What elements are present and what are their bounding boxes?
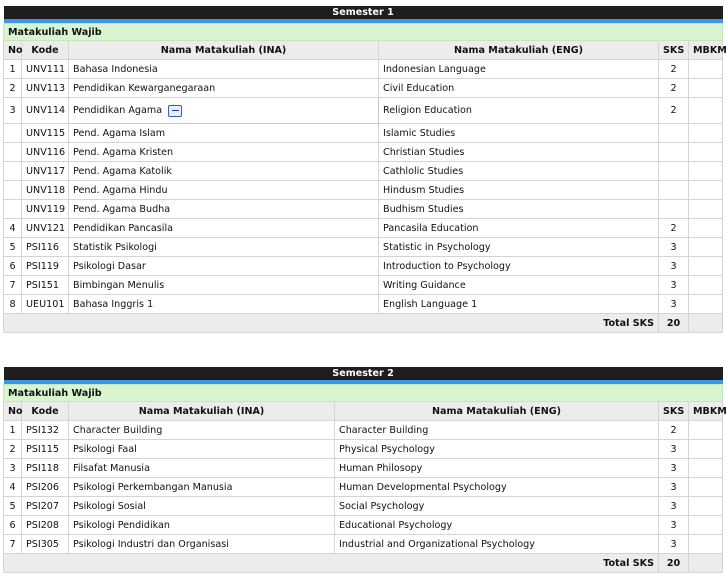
cell-kode: PSI116	[22, 238, 69, 257]
cell-no: 2	[4, 440, 22, 459]
table-subrow	[4, 181, 723, 200]
cell-no: 6	[4, 257, 22, 276]
cell-ina: Psikologi Industri dan Organisasi	[69, 535, 335, 554]
cell-ina: Psikologi Dasar	[69, 257, 379, 276]
table-row	[4, 478, 723, 497]
semester-2-table	[3, 367, 727, 573]
semester-2-rows	[4, 421, 723, 554]
header-sks: SKS	[659, 402, 689, 421]
table-row	[4, 516, 723, 535]
cell-mbkm	[689, 181, 723, 200]
table-row	[4, 459, 723, 478]
cell-kode: UNV118	[22, 181, 69, 200]
cell-eng: Character Building	[335, 421, 659, 440]
cell-mbkm	[689, 497, 723, 516]
cell-eng: Introduction to Psychology	[379, 257, 659, 276]
cell-mbkm	[689, 79, 723, 98]
cell-kode: UNV121	[22, 219, 69, 238]
semester-1-rows	[4, 60, 723, 314]
table-row	[4, 238, 723, 257]
cell-mbkm	[689, 421, 723, 440]
table-row	[4, 497, 723, 516]
cell-sks: 3	[659, 440, 689, 459]
cell-ina: Pend. Agama Katolik	[69, 162, 379, 181]
table-row	[4, 276, 723, 295]
cell-ina: Filsafat Manusia	[69, 459, 335, 478]
cell-no: 5	[4, 238, 22, 257]
cell-no: 6	[4, 516, 22, 535]
cell-eng: English Language 1	[379, 295, 659, 314]
table-row	[4, 219, 723, 238]
cell-ina: Pendidikan Kewarganegaraan	[69, 79, 379, 98]
cell-sks: 3	[659, 238, 689, 257]
cell-eng: Civil Education	[379, 79, 659, 98]
cell-no: 5	[4, 497, 22, 516]
cell-ina: Pend. Agama Budha	[69, 200, 379, 219]
cell-eng: Industrial and Organizational Psychology	[335, 535, 659, 554]
cell-kode: UNV119	[22, 200, 69, 219]
cell-ina: Pendidikan Pancasila	[69, 219, 379, 238]
cell-sks: 3	[659, 276, 689, 295]
cell-mbkm	[689, 124, 723, 143]
header-ina: Nama Matakuliah (INA)	[69, 402, 335, 421]
cell-mbkm	[689, 238, 723, 257]
cell-ina: Pend. Agama Kristen	[69, 143, 379, 162]
cell-ina: Bahasa Inggris 1	[69, 295, 379, 314]
cell-eng: Indonesian Language	[379, 60, 659, 79]
table-subrow	[4, 143, 723, 162]
cell-sks: 3	[659, 257, 689, 276]
cell-kode: UNV117	[22, 162, 69, 181]
total-mbkm-cell	[689, 314, 723, 333]
cell-eng: Human Philosopy	[335, 459, 659, 478]
cell-eng: Christian Studies	[379, 143, 659, 162]
cell-ina: Psikologi Pendidikan	[69, 516, 335, 535]
cell-no	[4, 162, 22, 181]
cell-eng: Human Developmental Psychology	[335, 478, 659, 497]
cell-kode: UNV113	[22, 79, 69, 98]
table-subrow	[4, 200, 723, 219]
cell-eng: Statistic in Psychology	[379, 238, 659, 257]
header-mbkm: MBKM	[689, 402, 723, 421]
cell-sks: 3	[659, 295, 689, 314]
cell-sks	[659, 181, 689, 200]
cell-kode: UEU101	[22, 295, 69, 314]
cell-no	[4, 181, 22, 200]
cell-sks: 2	[659, 79, 689, 98]
category-label: Matakuliah Wajib	[4, 24, 723, 41]
total-mbkm-cell	[689, 554, 723, 573]
semester-title: Semester 2	[4, 367, 723, 380]
cell-kode: PSI207	[22, 497, 69, 516]
cell-kode: PSI115	[22, 440, 69, 459]
cell-kode: PSI118	[22, 459, 69, 478]
cell-kode: UNV114	[22, 98, 69, 124]
header-eng: Nama Matakuliah (ENG)	[379, 41, 659, 60]
cell-sks: 2	[659, 98, 689, 124]
cell-mbkm	[689, 60, 723, 79]
header-kode: Kode	[22, 402, 69, 421]
cell-mbkm	[689, 257, 723, 276]
semester-2-section	[3, 367, 727, 573]
cell-no: 1	[4, 60, 22, 79]
total-sks-label: Total SKS	[4, 314, 659, 333]
cell-mbkm	[689, 440, 723, 459]
cell-sks: 2	[659, 421, 689, 440]
cell-no: 3	[4, 459, 22, 478]
cell-mbkm	[689, 162, 723, 181]
total-row	[4, 554, 723, 573]
cell-sks	[659, 143, 689, 162]
cell-sks	[659, 200, 689, 219]
total-sks-value: 20	[659, 314, 689, 333]
cell-sks: 2	[659, 219, 689, 238]
cell-mbkm	[689, 516, 723, 535]
cell-sks: 2	[659, 60, 689, 79]
cell-mbkm	[689, 459, 723, 478]
cell-eng: Writing Guidance	[379, 276, 659, 295]
category-label: Matakuliah Wajib	[4, 385, 723, 402]
table-header-row	[4, 41, 723, 60]
cell-sks	[659, 162, 689, 181]
header-mbkm: MBKM	[689, 41, 723, 60]
cell-ina: Psikologi Perkembangan Manusia	[69, 478, 335, 497]
cell-no: 3	[4, 98, 22, 124]
cell-kode: UNV116	[22, 143, 69, 162]
cell-no: 8	[4, 295, 22, 314]
header-kode: Kode	[22, 41, 69, 60]
cell-kode: PSI119	[22, 257, 69, 276]
table-row	[4, 79, 723, 98]
cell-kode: PSI305	[22, 535, 69, 554]
cell-kode: UNV115	[22, 124, 69, 143]
table-row	[4, 440, 723, 459]
table-row-expandable	[4, 98, 723, 124]
table-subrow	[4, 124, 723, 143]
header-no: No	[4, 41, 22, 60]
cell-ina: Psikologi Faal	[69, 440, 335, 459]
cell-eng: Islamic Studies	[379, 124, 659, 143]
cell-eng: Physical Psychology	[335, 440, 659, 459]
cell-no: 4	[4, 219, 22, 238]
cell-sks: 3	[659, 535, 689, 554]
cell-sks: 3	[659, 497, 689, 516]
cell-sks: 3	[659, 478, 689, 497]
cell-no: 4	[4, 478, 22, 497]
cell-ina	[69, 98, 379, 124]
cell-ina: Psikologi Sosial	[69, 497, 335, 516]
cell-kode: PSI206	[22, 478, 69, 497]
semester-title: Semester 1	[4, 6, 723, 19]
semester-1-table	[3, 6, 727, 333]
total-sks-label: Total SKS	[4, 554, 659, 573]
cell-ina: Pend. Agama Hindu	[69, 181, 379, 200]
table-row	[4, 60, 723, 79]
table-row	[4, 295, 723, 314]
collapse-minus-icon[interactable]	[168, 105, 182, 117]
cell-kode: PSI151	[22, 276, 69, 295]
table-row	[4, 535, 723, 554]
cell-mbkm	[689, 295, 723, 314]
cell-ina: Pend. Agama Islam	[69, 124, 379, 143]
header-ina: Nama Matakuliah (INA)	[69, 41, 379, 60]
cell-eng: Hindusm Studies	[379, 181, 659, 200]
semester-1-section	[3, 6, 727, 333]
cell-mbkm	[689, 535, 723, 554]
cell-kode: PSI132	[22, 421, 69, 440]
cell-ina-text: Pendidikan Agama	[73, 105, 163, 116]
cell-mbkm	[689, 276, 723, 295]
cell-eng: Religion Education	[379, 98, 659, 124]
cell-no	[4, 143, 22, 162]
cell-eng: Educational Psychology	[335, 516, 659, 535]
cell-mbkm	[689, 200, 723, 219]
cell-eng: Pancasila Education	[379, 219, 659, 238]
cell-no: 7	[4, 535, 22, 554]
cell-mbkm	[689, 143, 723, 162]
cell-eng: Budhism Studies	[379, 200, 659, 219]
cell-no	[4, 200, 22, 219]
header-no: No	[4, 402, 22, 421]
cell-kode: PSI208	[22, 516, 69, 535]
table-row	[4, 421, 723, 440]
cell-no: 7	[4, 276, 22, 295]
cell-ina: Statistik Psikologi	[69, 238, 379, 257]
cell-eng: Social Psychology	[335, 497, 659, 516]
cell-no: 1	[4, 421, 22, 440]
total-row	[4, 314, 723, 333]
table-subrow	[4, 162, 723, 181]
cell-sks	[659, 124, 689, 143]
cell-mbkm	[689, 219, 723, 238]
cell-kode: UNV111	[22, 60, 69, 79]
cell-mbkm	[689, 98, 723, 124]
cell-ina: Bimbingan Menulis	[69, 276, 379, 295]
total-sks-value: 20	[659, 554, 689, 573]
cell-no: 2	[4, 79, 22, 98]
cell-mbkm	[689, 478, 723, 497]
cell-ina: Character Building	[69, 421, 335, 440]
cell-eng: Cathlolic Studies	[379, 162, 659, 181]
table-row	[4, 257, 723, 276]
table-header-row	[4, 402, 723, 421]
cell-no	[4, 124, 22, 143]
cell-sks: 3	[659, 459, 689, 478]
cell-ina: Bahasa Indonesia	[69, 60, 379, 79]
header-eng: Nama Matakuliah (ENG)	[335, 402, 659, 421]
cell-sks: 3	[659, 516, 689, 535]
header-sks: SKS	[659, 41, 689, 60]
